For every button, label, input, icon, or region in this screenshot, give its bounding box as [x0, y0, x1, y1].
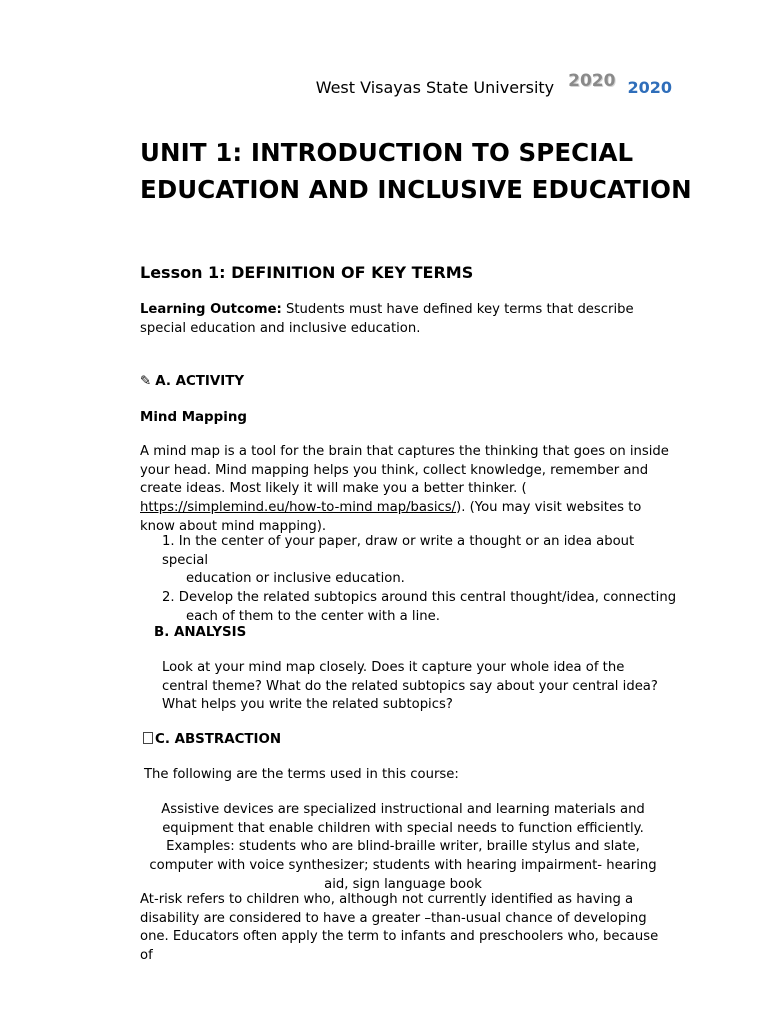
unit-title: UNIT 1: INTRODUCTION TO SPECIAL EDUCATION AND INCLUSIVE EDUCATION: [140, 138, 692, 204]
university-name: West Visayas State University: [315, 78, 555, 97]
step-continuation: education or inclusive education.: [186, 571, 405, 587]
step-number: 2.: [162, 590, 175, 606]
year-label: 2020: [627, 78, 672, 97]
learning-outcome: [140, 301, 680, 338]
activity-steps: [162, 533, 682, 627]
at-risk-paragraph: At-risk refers to children who, although not currently identified as having a disability are considered to have a greater –than-usual chance of developing one. Educators often apply the term to infants and preschoolers who, because of: [140, 892, 659, 964]
activity-heading-text: A. ACTIVITY: [155, 374, 245, 389]
list-item: [162, 589, 682, 626]
lesson-title: Lesson 1: DEFINITION OF KEY TERMS: [140, 263, 474, 282]
box-icon: [143, 732, 153, 744]
page-header: [315, 71, 672, 98]
learning-outcome-label: Learning Outcome:: [140, 302, 282, 317]
abstraction-heading: [143, 731, 281, 749]
mind-map-paragraph: [140, 443, 680, 537]
mind-map-text-end: ). (You may visit websites to know about mind mapping).: [140, 500, 642, 534]
step-text: Develop the related subtopics around this central thought/idea, connecting: [178, 590, 677, 606]
mind-mapping-subheading: Mind Mapping: [140, 410, 247, 425]
step-number: 1.: [162, 534, 175, 549]
analysis-paragraph: Look at your mind map closely. Does it capture your whole idea of the central theme? What do the related subtopics say about your central idea? What helps you write the related subtopics?: [162, 660, 658, 713]
activity-heading: [140, 373, 244, 391]
list-item: [162, 533, 682, 589]
mind-map-text: A mind map is a tool for the brain that captures the thinking that goes on inside your head. Mind mapping helps you think, collect knowledge, remember and create ideas. Most likely it will make you a better thinker. (: [140, 444, 669, 497]
step-text: In the center of your paper, draw or write a thought or an idea about special: [162, 534, 635, 568]
abstraction-heading-text: C. ABSTRACTION: [155, 732, 282, 747]
year-watermark: 2020: [568, 71, 616, 91]
mind-map-link[interactable]: https://simplemind.eu/how-to-mind map/basics/: [140, 500, 457, 516]
abstraction-intro: The following are the terms used in this course:: [144, 767, 459, 782]
assistive-devices-paragraph: Assistive devices are specialized instructional and learning materials and equipment that enable children with special needs to function efficiently. Examples: students who are blind-braille writer, braille stylus and slate, computer with voice synthesizer; students with hearing impairment- hearing aid, sign language book: [149, 802, 657, 892]
learning-outcome-text: Students must have defined key terms that describe special education and inclusive education.: [140, 302, 634, 336]
step-continuation: each of them to the center with a line.: [186, 608, 440, 624]
analysis-heading: B. ANALYSIS: [154, 625, 247, 640]
pencil-icon: ✎: [140, 374, 152, 389]
